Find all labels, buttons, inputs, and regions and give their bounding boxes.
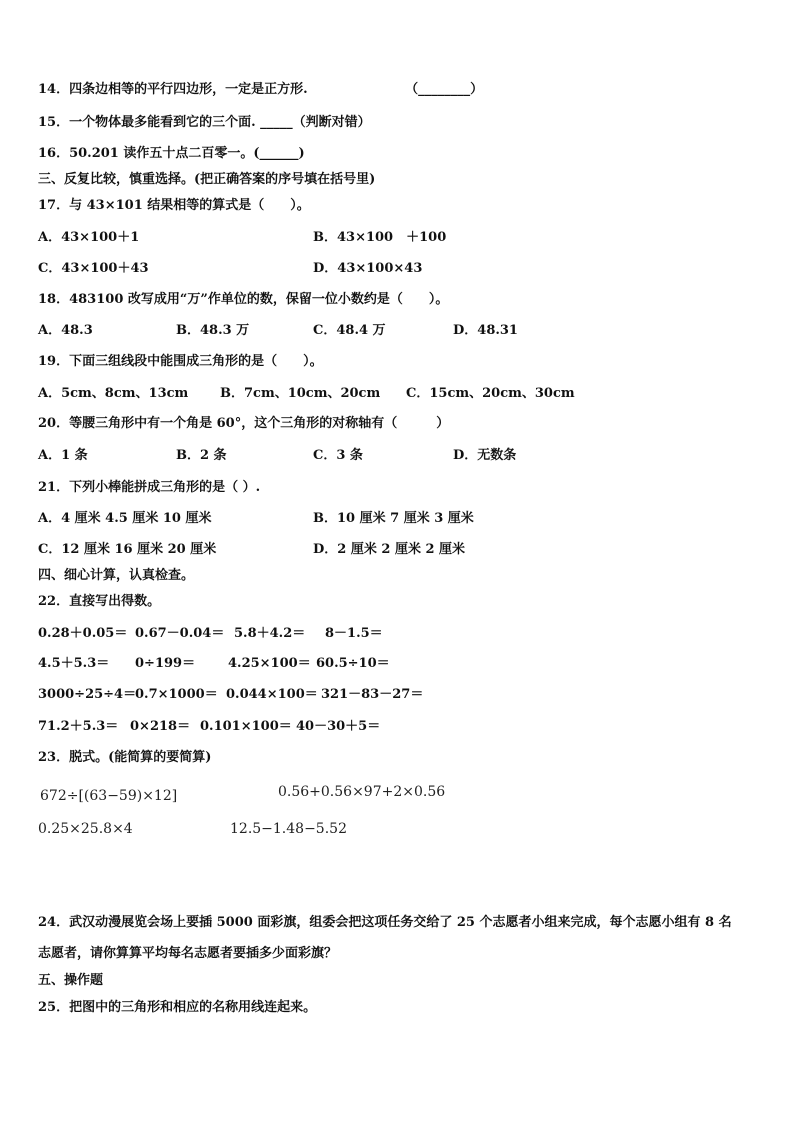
calc-item: 3000÷25÷4＝ xyxy=(38,687,137,702)
q17-option-c: C．43×100＋43 xyxy=(38,261,149,276)
section-4-heading: 四、细心计算，认真检查。 xyxy=(38,568,195,583)
q23-expression-1-text: 672÷[(63−59)×12] xyxy=(40,788,178,804)
question-16: 16．50.201 读作五十点二百零一。(______) xyxy=(38,146,305,161)
question-17: 17．与 43×101 结果相等的算式是（ ）。 xyxy=(38,198,310,213)
q19-option-a: A．5cm、8cm、13cm xyxy=(38,386,189,401)
q23-expression-2: 0.56+0.56×97+2×0.56 xyxy=(278,784,446,800)
calc-item: 0.101×100＝ xyxy=(200,719,292,734)
q17-option-d: D．43×100×43 xyxy=(313,261,423,276)
question-23: 23．脱式。(能简算的要简算) xyxy=(38,750,212,765)
question-14: 14．四条边相等的平行四边形，一定是正方形. （________） xyxy=(38,82,484,97)
q23-expression-1 xyxy=(38,782,228,808)
section-3-heading: 三、反复比较，慎重选择。(把正确答案的序号填在括号里) xyxy=(38,172,376,187)
q18-option-a: A．48.3 xyxy=(38,323,93,338)
q21-option-c: C．12 厘米 16 厘米 20 厘米 xyxy=(38,542,217,557)
calc-item: 8－1.5＝ xyxy=(325,626,383,641)
q18-option-d: D．48.31 xyxy=(453,323,518,338)
calc-item: 4.5＋5.3＝ xyxy=(38,656,110,671)
question-19: 19．下面三组线段中能围成三角形的是（ ）。 xyxy=(38,354,323,369)
q21-option-d: D．2 厘米 2 厘米 2 厘米 xyxy=(313,542,466,557)
calc-item: 0.28＋0.05＝ xyxy=(38,626,128,641)
question-21: 21．下列小棒能拼成三角形的是（ ）. xyxy=(38,480,261,495)
q18-option-b: B．48.3 万 xyxy=(176,323,250,338)
calc-item: 71.2＋5.3＝ xyxy=(38,719,119,734)
calc-item: 5.8＋4.2＝ xyxy=(234,626,306,641)
question-15: 15．一个物体最多能看到它的三个面. _____（判断对错） xyxy=(38,115,371,130)
q18-option-c: C．48.4 万 xyxy=(313,323,386,338)
q23-expression-4: 12.5−1.48−5.52 xyxy=(230,821,347,837)
calc-item: 0.044×100＝ xyxy=(226,687,318,702)
calc-item: 0÷199＝ xyxy=(135,656,196,671)
calc-item: 321－83－27＝ xyxy=(321,687,424,702)
q17-option-a: A．43×100＋1 xyxy=(38,230,140,245)
question-24-line-2: 志愿者，请你算算平均每名志愿者要插多少面彩旗？ xyxy=(38,946,338,961)
calc-item: 4.25×100＝ xyxy=(228,656,311,671)
q19-option-c: C．15cm、20cm、30cm xyxy=(406,386,575,401)
q20-option-b: B．2 条 xyxy=(176,448,227,463)
q21-option-a: A．4 厘米 4.5 厘米 10 厘米 xyxy=(38,511,212,526)
question-24-line-1: 24．武汉动漫展览会场上要插 5000 面彩旗，组委会把这项任务交给了 25 个志愿者小组来完成，每个志愿小组有 8 名 xyxy=(38,915,732,930)
q21-option-b: B．10 厘米 7 厘米 3 厘米 xyxy=(313,511,474,526)
q20-option-a: A．1 条 xyxy=(38,448,88,463)
question-25: 25．把图中的三角形和相应的名称用线连起来。 xyxy=(38,1000,317,1015)
calc-item: 0.67－0.04＝ xyxy=(135,626,225,641)
q20-option-c: C．3 条 xyxy=(313,448,363,463)
section-5-heading: 五、操作题 xyxy=(38,973,104,988)
q17-option-b: B．43×100 ＋100 xyxy=(313,230,447,245)
q23-expression-3: 0.25×25.8×4 xyxy=(38,821,133,837)
question-20: 20．等腰三角形中有一个角是 60°，这个三角形的对称轴有（ ） xyxy=(38,416,450,431)
q19-option-b: B．7cm、10cm、20cm xyxy=(220,386,381,401)
calc-item: 60.5÷10＝ xyxy=(316,656,390,671)
question-22: 22．直接写出得数。 xyxy=(38,594,161,609)
calc-item: 0×218＝ xyxy=(130,719,191,734)
calc-item: 40－30＋5＝ xyxy=(296,719,381,734)
calc-item: 0.7×1000＝ xyxy=(135,687,218,702)
q20-option-d: D．无数条 xyxy=(453,448,517,463)
question-18: 18．483100 改写成用“万”作单位的数，保留一位小数约是（ ）。 xyxy=(38,292,449,307)
